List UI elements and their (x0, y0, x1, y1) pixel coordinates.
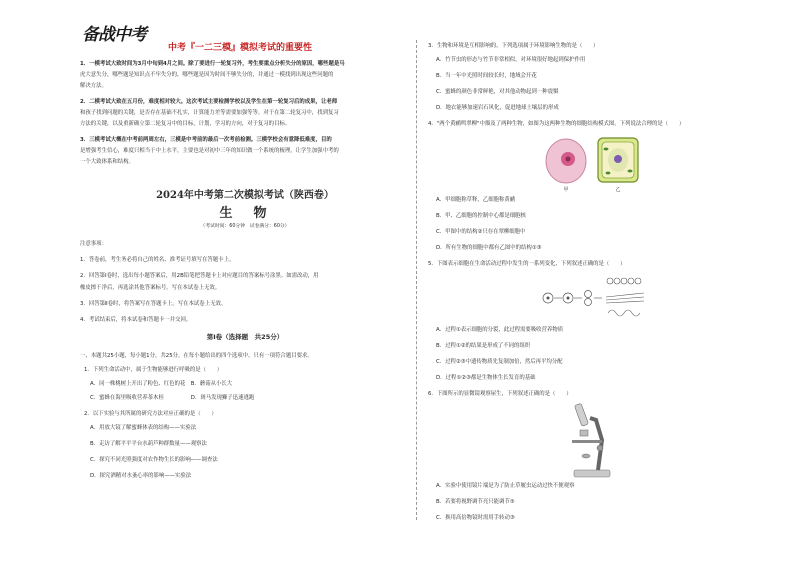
fig-label-yi: 乙 (615, 187, 621, 193)
q3-option-a[interactable]: A．竹节虫的形态与竹节非常相似，对环境很好地起到保护作用 (436, 57, 586, 63)
q4-stem: 4．"两个黄鹂鸣翠柳"中描及了两种生物，如图为这两种生物的细胞结构模式图。下列说法合理的是（ ） (428, 121, 685, 127)
q2-option-c[interactable]: C．探究不同光照强度对农作物生长的影响——调查法 (90, 457, 218, 463)
q2-option-b[interactable]: B．走访了解平平平台水葫芦种群数量——观察法 (90, 441, 207, 447)
intro-2-line-2: 和孩子找到问题的关键，是否存在基础不扎实，计算能力差等需要加强等等。对于在第二轮复习中，找到复习 (80, 110, 339, 116)
q4-option-b[interactable]: B．甲、乙细胞的控制中心都是细胞核 (436, 213, 526, 219)
notice-3: 3．回答第Ⅱ卷时，将答案写在答题卡上。写在本试卷上无效。 (80, 301, 227, 307)
q4-option-a[interactable]: A．甲细胞称草释，乙细胞称黄鹂 (436, 197, 516, 203)
intro-2-line-3: 方法的关键，以及重新确立第二轮复习中的目标，计划，学习的方向，对于复习的目标。 (80, 121, 291, 127)
section-intro: 一、本题共25小题，每小题1分，共25分。在每小题给出的四个选项中，只有一项符合题目要求。 (80, 353, 313, 359)
cell-division-diagram (540, 273, 650, 323)
notice-2-cont: 橡皮擦干净后，再选涂其他答案标号。写在本试卷上无效。 (80, 285, 221, 291)
q1-option-cd[interactable]: C．蜜蜂在海里吸收营养茶木桂 D．斑马发现狮子迅速逃跑 (90, 395, 255, 401)
intro-1-line-3: 解决方法。 (80, 83, 107, 89)
coarse-focus-knob (597, 445, 603, 451)
q3-option-c[interactable]: C．蜜蜂的颜色非常鲜艳，对其他动物起到一种震慑 (436, 89, 559, 95)
intro-3-line-2: 是增强考生信心，难度只相当于中上水平，主要也是对初中三年的知识做一个系统的梳理，让学生加强中考的 (80, 148, 339, 154)
notice-4: 4．考试结束后，将本试卷和答题卡一并交回。 (80, 317, 192, 323)
intro-2-line-1: 2．二模考试大致在五月份，难度相对较大。这次考试主要检测学校以及学生在第一轮复习后的成果，让老师 (80, 99, 338, 105)
q6-option-c[interactable]: C．换用高倍物镜时需用手转动③ (436, 515, 515, 521)
microscope-base (574, 470, 610, 477)
logo (80, 18, 172, 48)
mirror (582, 454, 590, 458)
intro-1-line-2: 虎大意失分，哪些题是知识点不牢失分的，哪些题是因为时间不够失分的，并通过一模找到出现这些问题的 (80, 72, 334, 78)
q2-option-d[interactable]: D．探究酒精对水蚤心率的影响——实验法 (90, 473, 192, 479)
microscope-stage (572, 440, 602, 443)
objective-lens (580, 430, 588, 436)
microscope-arm (590, 418, 602, 470)
q6-option-b[interactable]: B．若要将视野调节亮只能调节⑤ (436, 499, 515, 505)
q5-stem: 5．下图表示细胞在生命活动过程中发生的一系列变化，下列叙述正确的是（ ） (428, 261, 626, 267)
column-divider (416, 40, 417, 520)
q3-stem: 3．生物和环境是互相影响的，下列选项属于环境影响生物的是（ ） (428, 43, 599, 49)
exam-title: 2024年中考第二次模拟考试（陕西卷） (156, 190, 334, 201)
cell-diagram (538, 133, 658, 195)
q1-stem: 1．下列生命活动中，属于生物能够进行呼吸的是（ ） (84, 367, 223, 373)
q3-option-b[interactable]: B．当一年中光照时间较长时，地域会开花 (436, 73, 537, 79)
q5-option-a[interactable]: A．过程①表示细胞的分裂，此过程需要吸收营养物质 (436, 327, 564, 333)
microscope-tube (574, 403, 588, 426)
intro-3-line-3: 一个大致体系和结构。 (80, 159, 134, 165)
q2-stem: 2．以下实验与其所属的研究方法对应正确的是（ ） (84, 411, 217, 417)
intro-3-line-1: 3．三模考试大概在中考前两周左右，三模是中考前的最后一次考前检测。三模学校会有意降低难度，目的 (80, 137, 332, 143)
q4-option-c[interactable]: C．甲图中的结构②只存在翠柳细胞中 (436, 229, 526, 235)
intro-1-line-1: 1．一模考试大致时间为3月中旬到4月之间。除了要进行一轮复习外，考生要重点分析失分的原因，哪些题是马 (80, 61, 345, 67)
q5-option-d[interactable]: D．过程①②③都是生物体生长发育的基础 (436, 375, 536, 381)
section-title: 第Ⅰ卷（选择题 共25分） (206, 333, 284, 341)
exam-subject: 生 物 (219, 206, 271, 221)
q4-option-d[interactable]: D．所有生物的细胞中都有乙图中的结构①③ (436, 245, 542, 251)
notice-2: 2．回答第Ⅰ卷时，选出每小题答案后，用2B铅笔把答题卡上对应题目的答案标号涂黑。如需改动，用 (80, 273, 319, 279)
q1-option-ab[interactable]: A．同一株桃树上开出了粉色、红色的花 B．蘑菇从小长大 (90, 381, 233, 387)
exam-meta: （考试时间：60分钟 试卷满分：60分） (200, 224, 290, 229)
plant-cell-nucleus (614, 155, 622, 163)
notice-head: 注意事项： (80, 241, 107, 247)
tissue-group-middle (606, 293, 644, 303)
q6-option-a[interactable]: A．实验中使用镜片端是为了防止草履虫运动过快不便观察 (436, 483, 575, 489)
q6-stem: 6．下图所示的显微镜观察屋生，下列叙述正确的是（ ） (428, 391, 572, 397)
tissue-group-bottom (608, 310, 640, 316)
microscope-diagram (560, 400, 620, 480)
q2-option-a[interactable]: A．用放大镜了解蜜蜂体表的结构——实验法 (90, 425, 197, 431)
notice-1: 1．答卷前，考生务必将自己的姓名、准考证号填写在答题卡上。 (80, 257, 235, 263)
q3-option-d[interactable]: D．地衣能够加速岩石风化，促进地球土壤层的形成 (436, 105, 559, 111)
tissue-group-top (607, 278, 641, 284)
q5-option-c[interactable]: C．过程②③中遗传物质先复制加倍，然后再平均分配 (436, 359, 563, 365)
q5-option-b[interactable]: B．过程①②的结果是形成了不同的组织 (436, 343, 531, 349)
logo-text: 备战中考 (82, 25, 146, 45)
page-title: 中考『一二三模』模拟考试的重要性 (168, 43, 313, 53)
fig-label-jia: 甲 (563, 187, 569, 193)
